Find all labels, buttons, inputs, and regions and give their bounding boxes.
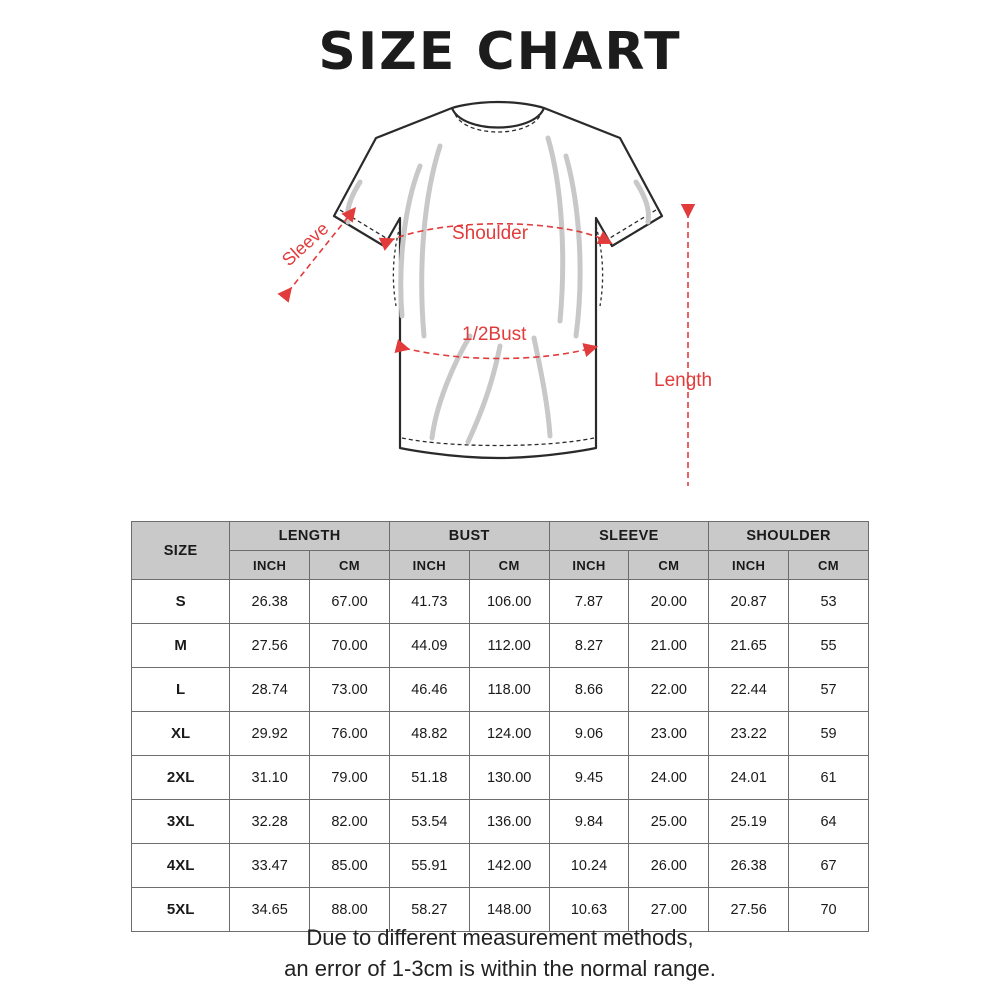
tshirt-illustration-svg xyxy=(0,86,1000,486)
cell-length-inch: 27.56 xyxy=(230,624,310,668)
table-row xyxy=(132,844,869,888)
cell-shoulder-inch: 27.56 xyxy=(709,888,789,932)
cell-length-cm: 67.00 xyxy=(310,580,390,624)
label-bust: 1/2Bust xyxy=(462,324,527,345)
cell-length-cm: 85.00 xyxy=(310,844,390,888)
table-head xyxy=(132,522,869,580)
cell-bust-cm: 148.00 xyxy=(469,888,549,932)
cell-bust-inch: 46.46 xyxy=(389,668,469,712)
header-group-shoulder: SHOULDER xyxy=(709,522,869,551)
cell-size: 5XL xyxy=(132,888,230,932)
label-sleeve: Sleeve xyxy=(278,218,333,270)
cell-length-inch: 26.38 xyxy=(230,580,310,624)
cell-sleeve-inch: 9.06 xyxy=(549,712,629,756)
cell-length-inch: 34.65 xyxy=(230,888,310,932)
table-row xyxy=(132,624,869,668)
tshirt-measurement-diagram xyxy=(0,86,1000,486)
cell-shoulder-cm: 70 xyxy=(789,888,869,932)
header-unit-bust-cm: CM xyxy=(469,551,549,580)
cell-bust-inch: 48.82 xyxy=(389,712,469,756)
table-unit-header-row xyxy=(132,551,869,580)
cell-size: 4XL xyxy=(132,844,230,888)
table-row xyxy=(132,580,869,624)
cell-sleeve-cm: 25.00 xyxy=(629,800,709,844)
cell-bust-inch: 51.18 xyxy=(389,756,469,800)
cell-sleeve-inch: 8.66 xyxy=(549,668,629,712)
cell-shoulder-inch: 25.19 xyxy=(709,800,789,844)
cell-bust-inch: 53.54 xyxy=(389,800,469,844)
header-unit-sleeve-inch: INCH xyxy=(549,551,629,580)
cell-bust-inch: 58.27 xyxy=(389,888,469,932)
cell-bust-cm: 118.00 xyxy=(469,668,549,712)
cell-sleeve-cm: 27.00 xyxy=(629,888,709,932)
cell-shoulder-inch: 24.01 xyxy=(709,756,789,800)
cell-shoulder-cm: 57 xyxy=(789,668,869,712)
size-table xyxy=(131,521,869,932)
cell-size: M xyxy=(132,624,230,668)
label-length: Length xyxy=(654,370,713,391)
cell-bust-inch: 44.09 xyxy=(389,624,469,668)
header-unit-length-inch: INCH xyxy=(230,551,310,580)
cell-bust-inch: 41.73 xyxy=(389,580,469,624)
header-unit-shoulder-cm: CM xyxy=(789,551,869,580)
cell-bust-cm: 142.00 xyxy=(469,844,549,888)
cell-length-cm: 82.00 xyxy=(310,800,390,844)
header-group-length: LENGTH xyxy=(230,522,390,551)
cell-length-cm: 73.00 xyxy=(310,668,390,712)
cell-bust-cm: 130.00 xyxy=(469,756,549,800)
table-row xyxy=(132,756,869,800)
cell-length-cm: 70.00 xyxy=(310,624,390,668)
cell-length-cm: 88.00 xyxy=(310,888,390,932)
cell-shoulder-inch: 22.44 xyxy=(709,668,789,712)
cell-shoulder-cm: 55 xyxy=(789,624,869,668)
cell-length-inch: 33.47 xyxy=(230,844,310,888)
header-group-bust: BUST xyxy=(389,522,549,551)
label-shoulder: Shoulder xyxy=(452,223,529,244)
cell-size: 3XL xyxy=(132,800,230,844)
cell-shoulder-cm: 61 xyxy=(789,756,869,800)
header-unit-sleeve-cm: CM xyxy=(629,551,709,580)
cell-shoulder-cm: 59 xyxy=(789,712,869,756)
cell-sleeve-cm: 23.00 xyxy=(629,712,709,756)
cell-shoulder-inch: 23.22 xyxy=(709,712,789,756)
cell-bust-cm: 136.00 xyxy=(469,800,549,844)
cell-length-inch: 28.74 xyxy=(230,668,310,712)
page-title: SIZE CHART xyxy=(318,22,682,82)
cell-sleeve-inch: 10.63 xyxy=(549,888,629,932)
cell-shoulder-inch: 26.38 xyxy=(709,844,789,888)
size-table-container xyxy=(131,521,869,932)
cell-sleeve-cm: 26.00 xyxy=(629,844,709,888)
cell-shoulder-cm: 53 xyxy=(789,580,869,624)
disclaimer-line-2: an error of 1-3cm is within the normal range. xyxy=(284,956,716,981)
cell-length-inch: 31.10 xyxy=(230,756,310,800)
cell-size: XL xyxy=(132,712,230,756)
cell-shoulder-inch: 20.87 xyxy=(709,580,789,624)
measurement-disclaimer xyxy=(0,922,1000,984)
table-body xyxy=(132,580,869,932)
cell-sleeve-inch: 9.84 xyxy=(549,800,629,844)
cell-size: 2XL xyxy=(132,756,230,800)
cell-sleeve-cm: 24.00 xyxy=(629,756,709,800)
header-group-sleeve: SLEEVE xyxy=(549,522,709,551)
header-unit-bust-inch: INCH xyxy=(389,551,469,580)
table-group-header-row xyxy=(132,522,869,551)
cell-bust-inch: 55.91 xyxy=(389,844,469,888)
table-row xyxy=(132,712,869,756)
cell-sleeve-inch: 9.45 xyxy=(549,756,629,800)
cell-bust-cm: 124.00 xyxy=(469,712,549,756)
cell-size: L xyxy=(132,668,230,712)
cell-sleeve-cm: 21.00 xyxy=(629,624,709,668)
header-size: SIZE xyxy=(132,522,230,580)
cell-bust-cm: 106.00 xyxy=(469,580,549,624)
disclaimer-line-1: Due to different measurement methods, xyxy=(306,925,694,950)
cell-sleeve-inch: 10.24 xyxy=(549,844,629,888)
cell-sleeve-cm: 22.00 xyxy=(629,668,709,712)
header-unit-length-cm: CM xyxy=(310,551,390,580)
cell-length-inch: 29.92 xyxy=(230,712,310,756)
cell-sleeve-cm: 20.00 xyxy=(629,580,709,624)
cell-sleeve-inch: 8.27 xyxy=(549,624,629,668)
cell-size: S xyxy=(132,580,230,624)
cell-shoulder-cm: 64 xyxy=(789,800,869,844)
cell-bust-cm: 112.00 xyxy=(469,624,549,668)
cell-shoulder-inch: 21.65 xyxy=(709,624,789,668)
cell-length-cm: 79.00 xyxy=(310,756,390,800)
cell-shoulder-cm: 67 xyxy=(789,844,869,888)
table-row xyxy=(132,800,869,844)
cell-length-cm: 76.00 xyxy=(310,712,390,756)
cell-length-inch: 32.28 xyxy=(230,800,310,844)
header-unit-shoulder-inch: INCH xyxy=(709,551,789,580)
cell-sleeve-inch: 7.87 xyxy=(549,580,629,624)
table-row xyxy=(132,668,869,712)
